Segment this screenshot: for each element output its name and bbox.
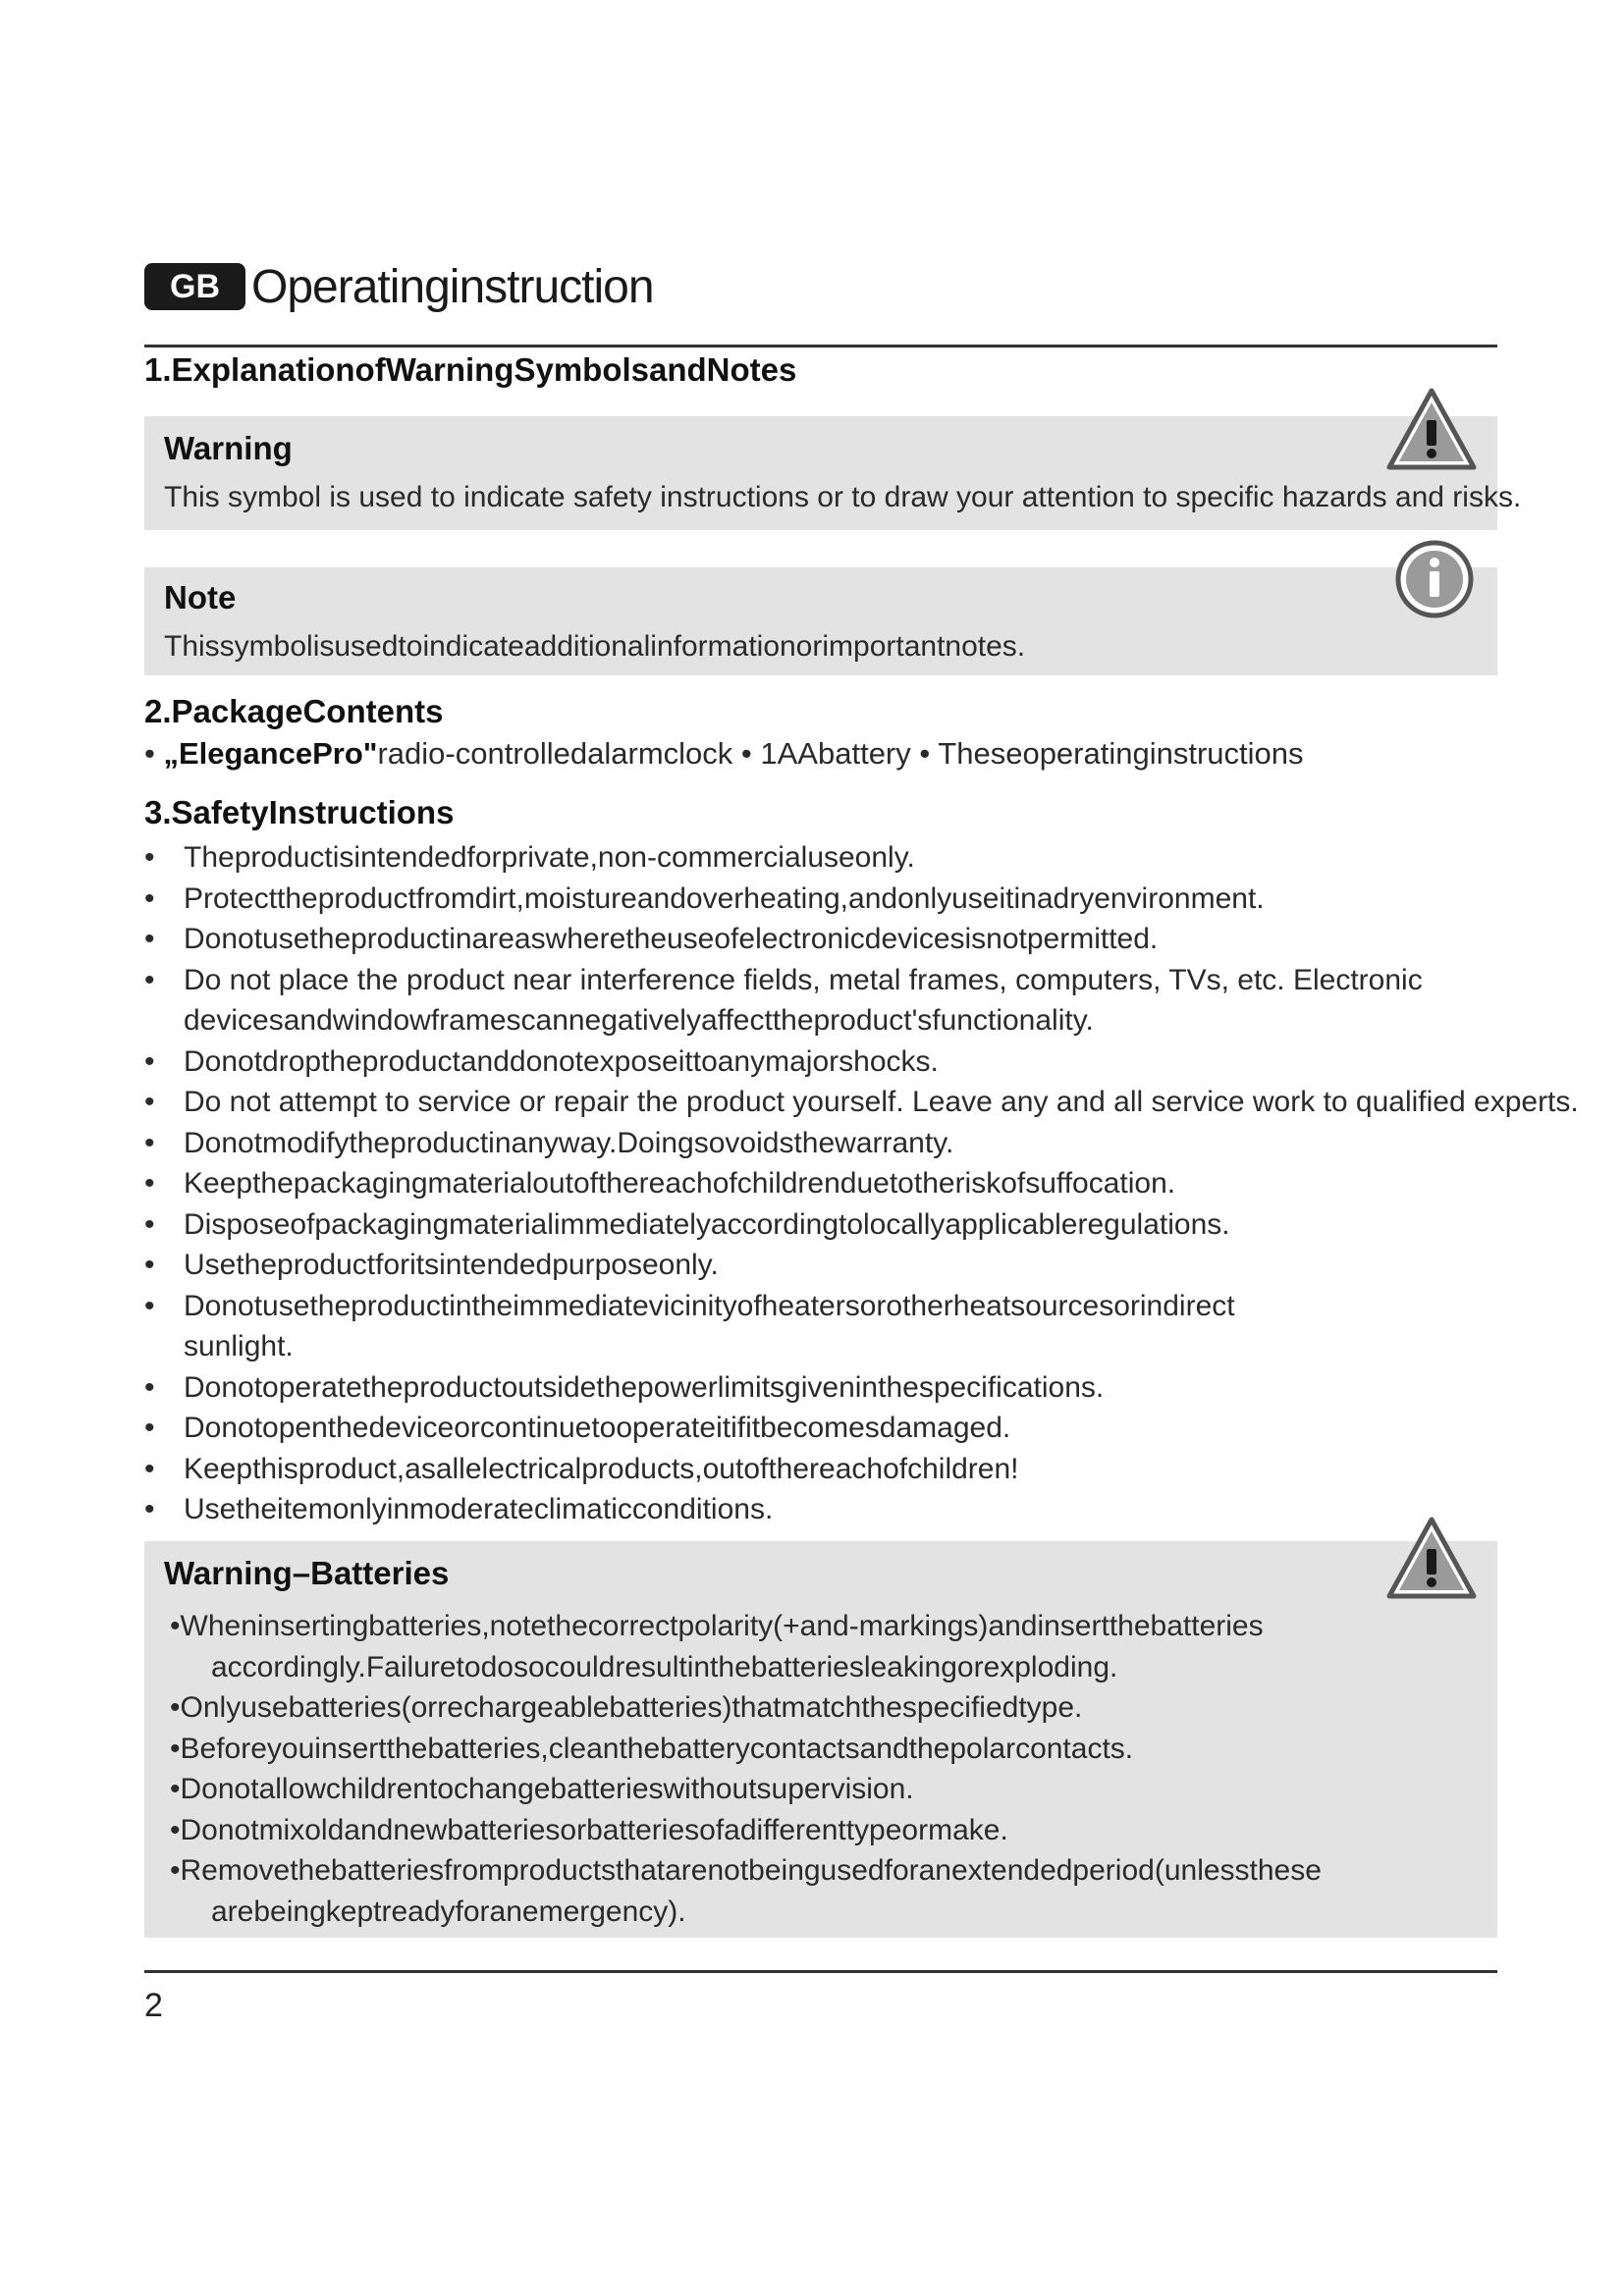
section-heading-package-contents: 2.PackageContents [144, 693, 444, 729]
list-item: • Donotoperatetheproductoutsidethepowerlimitsgiveninthespecifications. [144, 1370, 1105, 1404]
package-item: Theseoperatinginstructions [938, 736, 1304, 771]
list-item: • Usetheitemonlyinmoderateclimaticconditions. [144, 1493, 774, 1525]
warning-box [144, 416, 1522, 530]
bottom-divider [144, 1970, 1497, 1973]
list-item: • Donotusetheproductinareaswheretheuseofelectronicdevicesisnotpermitted. [144, 923, 1159, 955]
product-name: „ElegancePro" [163, 736, 378, 771]
page-number: 2 [144, 1987, 163, 2024]
warning-box-title: Warning [164, 430, 293, 466]
bullet: • [144, 736, 164, 771]
safety-list [144, 837, 1579, 1530]
page-title: Operatinginstruction [251, 260, 654, 313]
section-heading-safety: 3.SafetyInstructions [144, 794, 455, 830]
battery-list [170, 1606, 1476, 1932]
list-item: • Donotmodifytheproductinanyway.Doingsovoidsthewarranty. [144, 1126, 954, 1159]
note-box [144, 567, 1497, 675]
list-item: •Donotmixoldandnewbatteriesorbatteriesofadifferenttypeormake. [170, 1813, 1008, 1846]
warning-box-text: This symbol is used to indicate safety instructions or to draw your attention to specific hazards and risks. [164, 481, 1522, 513]
list-item: • Usetheproductforitsintendedpurposeonly. [144, 1249, 719, 1281]
page-header [144, 257, 654, 316]
language-badge: GB [144, 263, 245, 310]
warning-triangle-icon [1385, 387, 1478, 471]
list-item: • Keepthisproduct,asallelectricalproducts,outofthereachofchildren! [144, 1452, 1019, 1485]
list-item: •Wheninsertingbatteries,notethecorrectpolarity(+and-markings)andinsertthebatteries accordingly.Failuretodosocouldresultinthebatteriesleakingorexploding. [170, 1610, 1264, 1683]
package-contents-line [144, 736, 1304, 772]
list-item: • Protecttheproductfromdirt,moistureandoverheating,andonlyuseitinadryenvironment. [144, 881, 1265, 915]
warning-triangle-icon [1385, 1516, 1478, 1600]
list-item: •Removethebatteriesfromproductsthatarenotbeingusedforanextendedperiod(unlessthese arebeingkeptreadyforanemergency). [170, 1854, 1322, 1928]
battery-box-title: Warning–Batteries [164, 1555, 450, 1591]
info-circle-icon [1395, 540, 1474, 618]
note-box-title: Note [164, 579, 237, 615]
product-description: radio-controlledalarmclock [377, 736, 733, 771]
section-heading-warning-symbols: 1.ExplanationofWarningSymbolsandNotes [144, 351, 797, 388]
list-item: •Beforeyouinsertthebatteries,cleanthebatterycontactsandthepolarcontacts. [170, 1732, 1134, 1765]
package-item: 1AAbattery [760, 736, 911, 771]
list-item: •Donotallowchildrentochangebatterieswithoutsupervision. [170, 1773, 914, 1805]
list-item: • Donotopenthedeviceorcontinuetooperateitifitbecomesdamaged. [144, 1412, 1011, 1444]
bullet: • [919, 736, 939, 771]
list-item: • Theproductisintendedforprivate,non-commercialuseonly. [144, 841, 915, 874]
list-item: • Do not attempt to service or repair the product yourself. Leave any and all service work to qualified experts. [144, 1086, 1579, 1118]
list-item: • Donotdroptheproductanddonotexposeittoanymajorshocks. [144, 1044, 939, 1078]
battery-warning-box [144, 1541, 1497, 1938]
list-item: • Donotusetheproductintheimmediatevicinityofheatersorotherheatsourcesorindirect sunlight. [144, 1289, 1235, 1362]
bullet: • [740, 736, 761, 771]
list-item: • Disposeofpackagingmaterialimmediatelyaccordingtolocallyapplicableregulations. [144, 1207, 1230, 1241]
note-box-text: Thissymbolisusedtoindicateadditionalinformationorimportantnotes. [164, 630, 1026, 663]
top-divider [144, 345, 1497, 347]
list-item: • Do not place the product near interference fields, metal frames, computers, TVs, etc. Electronic devicesandwindowframescannegativelyaffecttheproduct'sfunctionality. [144, 963, 1423, 1037]
list-item: •Onlyusebatteries(orrechargeablebatteries)thatmatchthespecifiedtype. [170, 1691, 1083, 1724]
list-item: • Keepthepackagingmaterialoutofthereachofchildrenduetotheriskofsuffocation. [144, 1167, 1176, 1200]
